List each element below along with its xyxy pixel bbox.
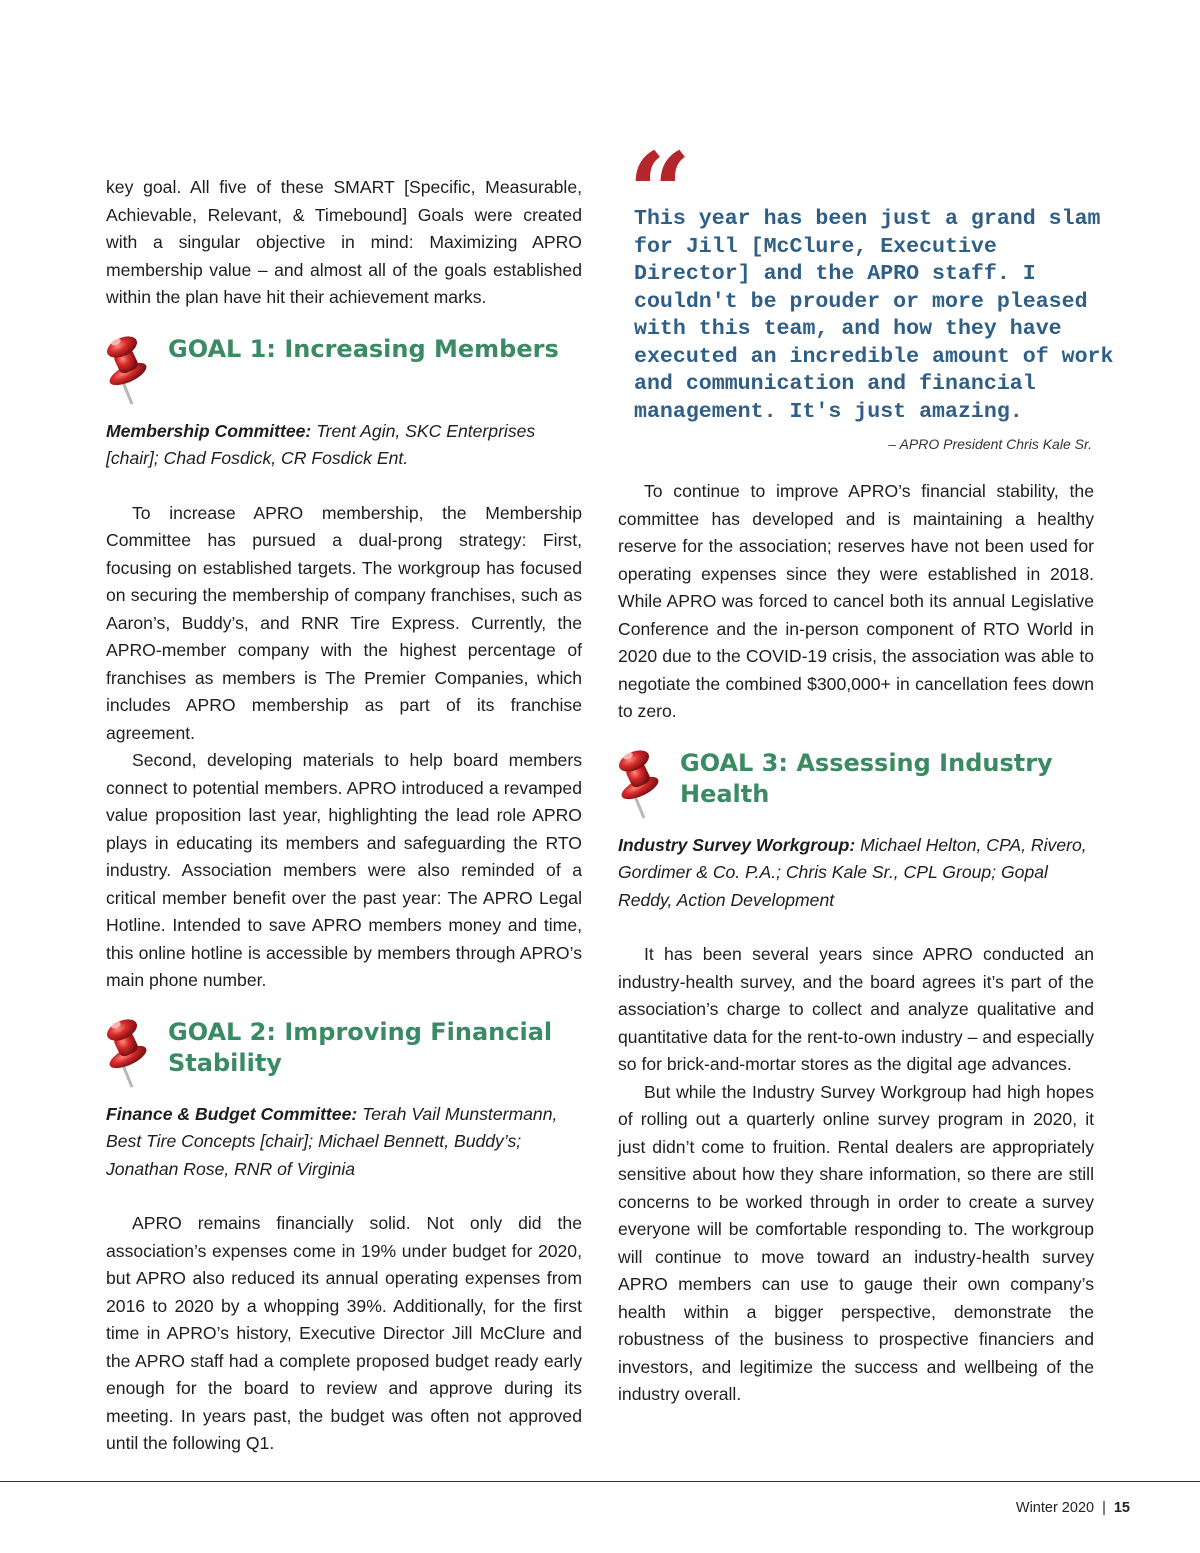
left-column [106, 174, 582, 1458]
page-number: 15 [1113, 1500, 1130, 1516]
goal-3-paragraph-1: It has been several years since APRO conducted an industry-health survey, and the board agrees it’s part of the association’s charge to collect and analyze qualitative and quantitative data for the rent-to-own industry – and especially so for brick-and-mortar stores as the digital age advances. [618, 944, 1094, 1074]
quote-mark-icon: “ [628, 128, 684, 257]
goal-2-heading [106, 1013, 582, 1099]
committee-members: Terah Vail Munstermann, Best Tire Concepts [chair]; Michael Bennett, Buddy’s; Jonathan Rose, RNR of Virginia [106, 1103, 558, 1179]
goal-3-committee [618, 832, 1094, 915]
goal-2-paragraph-1: APRO remains financially solid. Not only did the association’s expenses come in 19% under budget for 2020, but APRO also reduced its annual operating expenses from 2016 to 2020 by a whopping 39%. Additionally, for the first time in APRO’s history, Executive Director Jill McClure and the APRO staff had a complete proposed budget ready early enough for the board to review and approve during its meeting. In years past, the budget was often not approved until the following Q1. [106, 1213, 582, 1453]
pushpin-icon [98, 1013, 160, 1091]
footer-separator: | [1102, 1500, 1106, 1516]
goal-3-title: GOAL 3: Assessing Industry Health [680, 748, 1053, 808]
goal-3-heading [618, 744, 1094, 830]
committee-label: Finance & Budget Committee: [106, 1103, 358, 1124]
pushpin-icon [98, 330, 160, 408]
goal-1-title: GOAL 1: Increasing Members [168, 334, 559, 363]
right-column [618, 128, 1114, 1409]
finance-paragraph: To continue to improve APRO’s financial stability, the committee has developed and is maintaining a healthy reserve for the association; reserves have not been used for operating expenses since they were established in 2018. While APRO was forced to cancel both its annual Legislative Conference and the in-person component of RTO World in 2020 due to the COVID-19 crisis, the association was able to negotiate the combined $300,000+ in cancellation fees down to zero. [618, 481, 1094, 721]
goal-1-committee [106, 418, 582, 473]
goal-1-paragraph-2: Second, developing materials to help board members connect to potential members. APRO introduced a revamped value proposition last year, highlighting the lead role APRO plays in educating its members and safeguarding the RTO industry. Association members were also reminded of a critical member benefit over the past year: The APRO Legal Hotline. Intended to save APRO members money and time, this online hotline is accessible by members through APRO’s main phone number. [106, 750, 582, 990]
goal-1-heading [106, 330, 582, 416]
goal-1-paragraph-1: To increase APRO membership, the Membership Committee has pursued a dual-prong strategy: First, focusing on established targets. The workgroup has focused on securing the membership of company franchises, such as Aaron’s, Buddy’s, and RNR Tire Express. Currently, the APRO-member company with the highest percentage of franchises as members is The Premier Companies, which includes APRO membership as part of its franchise agreement. [106, 502, 582, 743]
committee-members: Trent Agin, SKC Enterprises [chair]; Chad Fosdick, CR Fosdick Ent. [106, 420, 536, 468]
committee-label: Membership Committee: [106, 420, 312, 441]
goal-3-paragraph-2: But while the Industry Survey Workgroup had high hopes of rolling out a quarterly online survey program in 2020, it just didn’t come to fruition. Rental dealers are appropriately sensitive about how they share information, so there are still concerns to be worked through in order to create a survey everyone will be comfortable responding to. The workgroup will continue to move toward an industry-health survey APRO members can use to gauge their own company’s health within a bigger perspective, demonstrate the robustness of the business to prospective financiers and investors, and legitimize the success and wellbeing of the industry overall. [618, 1081, 1094, 1404]
page-footer [1016, 1500, 1130, 1516]
committee-members: Michael Helton, CPA, Rivero, Gordimer & Co. P.A.; Chris Kale Sr., CPL Group; Gopal Reddy, Action Development [618, 834, 1087, 910]
pull-quote: This year has been just a grand slam for Jill [McClure, Executive Director] and the APRO staff. I couldn't be prouder or more pleased with this team, and how they have executed an incredible amount of work and communication and financial management. It's just amazing. [634, 207, 1114, 424]
intro-paragraph: key goal. All five of these SMART [Specific, Measurable, Achievable, Relevant, & Timebound] Goals were created with a singular objective in mind: Maximizing APRO membership value – and almost all of the goals established within the plan have hit their achievement marks. [106, 177, 582, 307]
goal-2-title: GOAL 2: Improving Financial Stability [168, 1017, 553, 1077]
footer-divider [0, 1481, 1200, 1482]
goal-2-committee [106, 1101, 582, 1184]
committee-label: Industry Survey Workgroup: [618, 834, 856, 855]
issue-label: Winter 2020 [1015, 1500, 1095, 1516]
quote-attribution: – APRO President Chris Kale Sr. [888, 436, 1092, 452]
pushpin-icon [610, 744, 672, 822]
